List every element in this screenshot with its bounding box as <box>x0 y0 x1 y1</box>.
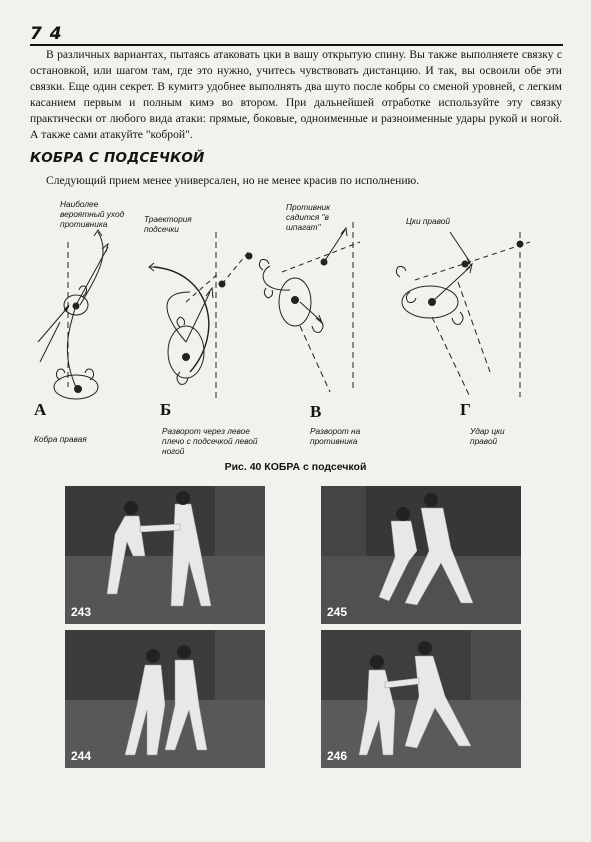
diagram-note-g: Цки правой <box>406 216 451 226</box>
photo-scene <box>321 630 521 768</box>
diagram-note-a: Наиболее вероятный уход противника <box>60 199 125 229</box>
photo-246 <box>321 630 521 768</box>
panel-letter-g: Г <box>460 400 471 419</box>
intro-paragraph: В различных вариантах, пытаясь атаковать цки в вашу открытую спину. Вы также выполняете связку с остановкой, или шагом там, где это нужно, учитесь чувствовать дистанцию. И так, вы освоили обе эти связки. Еще один секрет. В кумитэ удобнее выполнять два шуто после кобры со сменой уровней, с легким касанием первым и полным кимэ во втором. При дальнейшей отработке используйте эту связку практически от любого вида атаки: прямые, боковые, одноименные и разноименные удары рукой и ногой. А также сами атакуйте "коброй". <box>30 48 562 142</box>
page-number: 7 4 <box>30 24 63 44</box>
panel-caption-a: Кобра правая <box>34 434 87 444</box>
photo-number: 243 <box>71 605 92 619</box>
photo-scene <box>321 486 521 624</box>
section-title: КОБРА С ПОДСЕЧКОЙ <box>30 150 205 166</box>
photo-244 <box>65 630 265 768</box>
panel-caption-v: Разворот на противника <box>310 426 361 446</box>
panel-letter-v: В <box>310 402 322 421</box>
panel-caption-b: Разворот через левое плечо с подсечкой левой ногой <box>162 426 258 456</box>
panel-letter-a: А <box>34 400 47 419</box>
photo-245 <box>321 486 521 624</box>
technique-diagram <box>20 192 575 457</box>
diagram-note-b: Траектория подсечки <box>144 214 192 234</box>
panel-caption-g: Удар цки правой <box>470 426 505 446</box>
diagram-note-v: Противник садится "в шпагат" <box>286 202 331 232</box>
photo-scene <box>65 486 265 624</box>
photo-243 <box>65 486 265 624</box>
photo-number: 246 <box>327 749 348 763</box>
photo-number: 244 <box>71 749 92 763</box>
panel-letter-b: Б <box>160 400 172 419</box>
photo-scene <box>65 630 265 768</box>
lead-paragraph: Следующий прием менее универсален, но не менее красив по исполнению. <box>46 174 420 187</box>
top-rule <box>30 44 563 46</box>
figure-caption: Рис. 40 КОБРА с подсечкой <box>224 461 367 473</box>
photo-number: 245 <box>327 605 348 619</box>
